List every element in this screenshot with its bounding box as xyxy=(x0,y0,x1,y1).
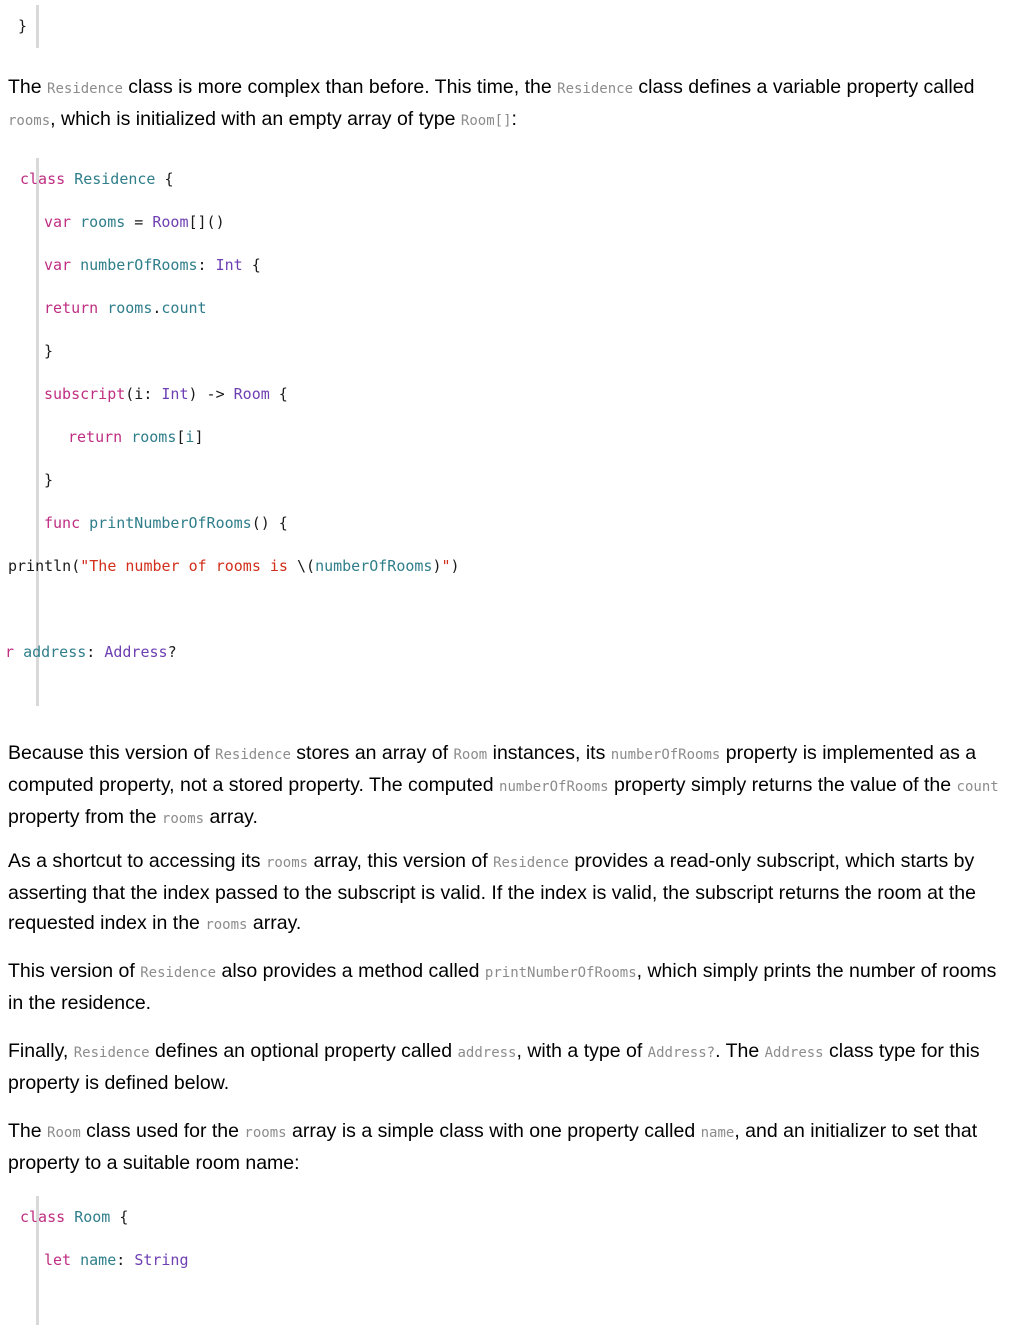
text-segment: [ xyxy=(176,428,186,446)
text-segment: array, this version of xyxy=(308,850,494,872)
text-segment: , which simply prints the number of rooms in the residence. xyxy=(8,960,997,1014)
text-segment: { xyxy=(155,170,174,188)
text-segment: count xyxy=(161,299,207,317)
text-segment: : xyxy=(511,108,517,130)
text-segment: func xyxy=(44,514,81,532)
text-segment: name xyxy=(80,1251,117,1269)
text-segment: : xyxy=(197,256,216,274)
text-segment: []() xyxy=(188,213,225,231)
inline-code: rooms xyxy=(205,917,248,933)
text-segment: rooms xyxy=(131,428,177,446)
text-segment: var xyxy=(44,213,72,231)
text-segment: Because this version of xyxy=(8,742,216,764)
text-segment: ) xyxy=(432,557,442,575)
text-segment: () { xyxy=(251,514,288,532)
text-segment: property simply returns the value of the xyxy=(608,774,957,796)
code-line xyxy=(0,502,1024,545)
text-segment: println( xyxy=(8,557,81,575)
text-segment: address xyxy=(23,643,87,661)
paragraph-room-class xyxy=(8,1116,1012,1178)
text-segment: subscript xyxy=(44,385,126,403)
paragraph-subscript xyxy=(8,846,1012,940)
inline-code: rooms xyxy=(265,855,309,871)
text-segment: , which is initialized with an empty array of type xyxy=(50,108,461,130)
text-segment: The xyxy=(8,76,48,98)
text-segment: numberOfRooms xyxy=(315,557,433,575)
text-segment: printNumberOfRooms xyxy=(89,514,252,532)
text-segment: class defines a variable property called xyxy=(633,76,975,98)
paragraph-print-method xyxy=(8,956,1012,1018)
text-segment xyxy=(65,1208,74,1226)
text-segment: } xyxy=(18,17,28,35)
text-segment xyxy=(14,643,23,661)
text-segment: This version of xyxy=(8,960,141,982)
text-segment: ) xyxy=(450,557,460,575)
text-segment: " xyxy=(441,557,451,575)
inline-code: Residence xyxy=(73,1045,150,1061)
text-segment: class is more complex than before. This time, the xyxy=(122,76,558,98)
text-segment xyxy=(71,1251,80,1269)
text-segment: instances, its xyxy=(487,742,611,764)
text-segment: ? xyxy=(167,643,177,661)
text-segment: class type for this property is defined below. xyxy=(8,1040,980,1094)
code-line xyxy=(0,201,1024,244)
paragraph-computed-property xyxy=(8,738,1012,834)
text-segment: As a shortcut to accessing its xyxy=(8,850,266,872)
text-segment: Room xyxy=(74,1208,111,1226)
text-segment: ] xyxy=(194,428,204,446)
inline-code: Residence xyxy=(140,965,217,981)
text-segment: defines an optional property called xyxy=(149,1040,458,1062)
text-segment: class xyxy=(20,1208,66,1226)
text-segment: Int xyxy=(215,256,243,274)
text-segment: : xyxy=(116,1251,135,1269)
text-segment: , and an initializer to set that property to a suitable room name: xyxy=(8,1120,978,1174)
code-lines xyxy=(0,5,1024,48)
inline-code: numberOfRooms xyxy=(610,747,721,763)
text-segment: property is implemented as a computed property, not a stored property. The computed xyxy=(8,742,977,796)
text-segment: class xyxy=(20,170,66,188)
inline-code: Address xyxy=(764,1045,824,1061)
text-segment: stores an array of xyxy=(290,742,454,764)
text-segment xyxy=(80,514,89,532)
text-segment: , with a type of xyxy=(516,1040,648,1062)
text-segment xyxy=(98,299,107,317)
inline-code: Residence xyxy=(557,81,633,97)
text-segment: { xyxy=(269,385,288,403)
text-segment xyxy=(65,170,74,188)
text-segment: rooms xyxy=(107,299,153,317)
code-line xyxy=(0,631,1024,674)
code-line xyxy=(0,674,1024,706)
code-lines xyxy=(0,158,1024,706)
text-segment: String xyxy=(134,1251,189,1269)
text-segment: let xyxy=(44,1251,72,1269)
text-segment: Finally, xyxy=(8,1040,74,1062)
text-segment xyxy=(122,428,131,446)
text-segment: array. xyxy=(204,806,258,828)
text-segment: return xyxy=(68,428,123,446)
code-line xyxy=(0,459,1024,502)
inline-code: count xyxy=(956,779,999,795)
text-segment: array. xyxy=(247,912,302,934)
text-segment: also provides a method called xyxy=(216,960,485,982)
text-segment: \( xyxy=(297,557,316,575)
text-segment: r xyxy=(5,643,15,661)
code-line xyxy=(0,373,1024,416)
inline-code: Residence xyxy=(47,81,123,97)
text-segment: ) -> xyxy=(188,385,234,403)
inline-code: Residence xyxy=(493,855,569,871)
text-segment: Room xyxy=(152,213,189,231)
code-block-residence-class xyxy=(0,158,1024,706)
text-segment: = xyxy=(125,213,153,231)
text-segment: rooms xyxy=(80,213,126,231)
code-lines xyxy=(0,1196,1024,1282)
code-block-closing-brace xyxy=(0,5,1024,48)
text-segment: class used for the xyxy=(80,1120,245,1142)
code-line xyxy=(0,1239,1024,1282)
text-segment: } xyxy=(44,471,54,489)
inline-code: printNumberOfRooms xyxy=(484,965,637,981)
text-segment: } xyxy=(44,342,54,360)
text-segment: "The number of rooms is xyxy=(80,557,297,575)
text-segment xyxy=(71,256,80,274)
text-segment: var xyxy=(44,256,72,274)
inline-code: rooms xyxy=(244,1125,287,1141)
code-line xyxy=(0,1196,1024,1239)
text-segment: property from the xyxy=(8,806,162,828)
code-block-room-class xyxy=(0,1196,1024,1325)
inline-code: numberOfRooms xyxy=(499,779,609,795)
text-segment: Residence xyxy=(74,170,156,188)
text-segment: numberOfRooms xyxy=(80,256,198,274)
inline-code: Residence xyxy=(215,747,291,763)
text-segment xyxy=(71,213,80,231)
text-segment: : xyxy=(86,643,105,661)
text-segment: i xyxy=(185,428,195,446)
text-segment: . The xyxy=(715,1040,765,1062)
code-line xyxy=(0,588,1024,631)
text-segment: (i: xyxy=(125,385,162,403)
code-line xyxy=(0,244,1024,287)
paragraph-intro xyxy=(8,72,1012,136)
text-segment: Int xyxy=(161,385,189,403)
inline-code: Room xyxy=(453,747,488,763)
paragraph-address-property xyxy=(8,1036,1012,1098)
text-segment: { xyxy=(242,256,261,274)
text-segment: array is a simple class with one property called xyxy=(286,1120,701,1142)
text-segment: { xyxy=(110,1208,129,1226)
code-line xyxy=(0,330,1024,373)
text-segment: Address xyxy=(104,643,168,661)
text-segment: The xyxy=(8,1120,48,1142)
text-segment: Room xyxy=(233,385,270,403)
text-segment: provides a read-only subscript, which starts by asserting that the index passed to the subscript is valid. If the index is valid, the subscript returns the room at the requested index in the xyxy=(8,850,976,934)
inline-code: Address? xyxy=(647,1045,716,1061)
code-line xyxy=(0,545,1024,588)
inline-code: Room xyxy=(47,1125,81,1141)
code-line xyxy=(0,5,1024,48)
inline-code: address xyxy=(457,1045,517,1061)
inline-code: name xyxy=(700,1125,735,1141)
code-line xyxy=(0,416,1024,459)
code-line xyxy=(0,158,1024,201)
inline-code: Room[] xyxy=(460,113,512,129)
inline-code: rooms xyxy=(161,811,205,827)
inline-code: rooms xyxy=(8,113,51,129)
code-line xyxy=(0,287,1024,330)
text-segment: . xyxy=(152,299,162,317)
text-segment: return xyxy=(44,299,99,317)
